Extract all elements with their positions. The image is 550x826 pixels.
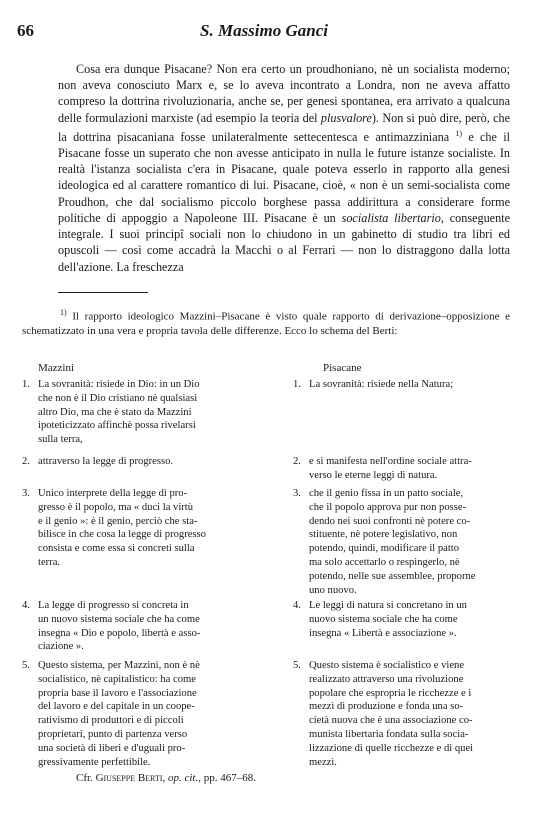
mazzini-item-line: terra. (38, 556, 61, 568)
page-number: 66 (17, 21, 34, 40)
mazzini-item-line: attraverso la legge di progresso. (38, 456, 174, 467)
mazzini-item-line: consista e come essa si concreti sulla (38, 543, 195, 555)
pisacane-item-line: potendo, nelle sue assemblee, proporne (309, 570, 476, 582)
mazzini-item-line: ipoteticizzato affinchè possa rivelarsi (38, 420, 196, 432)
pisacane-item-line: insegna « Libertà e associazione ». (309, 627, 457, 639)
mazzini-item-line: gresso è il popolo, ma « duci la virtù (38, 501, 194, 513)
pisacane-item-line: munista libertaria fondata sulla socia- (309, 728, 469, 740)
pisacane-item-line: mezzi di produzione e fonda una so- (309, 701, 464, 713)
mazzini-item-number: 4. (22, 600, 30, 611)
pisacane-item-text (309, 659, 509, 769)
footnote-separator (58, 292, 148, 293)
citation: Cfr. Giuseppe Berti, op. cit., pp. 467–68. (76, 772, 256, 784)
pisacane-item-line: nuovo sistema sociale che ha come (309, 613, 458, 625)
main-text-run: ). Non si può dire, però, che la dottrina pisacaniana fosse unilateralmente settecentesca e antimazziniana (58, 110, 510, 144)
mazzini-item-line: insegna « Dio e popolo, libertà e asso- (38, 627, 201, 639)
pisacane-item-text (309, 378, 509, 392)
mazzini-item-line: che non è il Dio cristiano nè qualsiasi (38, 392, 198, 404)
citation-pages: , pp. 467–68. (198, 772, 256, 784)
mazzini-item-line: bilisce in che cosa la legge di progresso (38, 529, 206, 541)
pisacane-item-line: stituente, nè potere legislativo, non (309, 529, 458, 541)
pisacane-item-number: 2. (293, 456, 301, 467)
citation-op-cit: op. cit. (167, 772, 199, 784)
pisacane-item-line: lizzazione di quelle ricchezze e di quei (309, 742, 474, 754)
mazzini-item-number: 2. (22, 456, 30, 467)
mazzini-item-line: socialistico, nè capitalistico: ha come (38, 673, 196, 685)
pisacane-item-line: dendo nei suoi confronti nè potere co- (309, 515, 471, 527)
running-head: S. Massimo Ganci (200, 21, 328, 40)
mazzini-item-line: e il genio »: è il genio, perciò che sta- (38, 515, 198, 527)
pisacane-item-line: verso le eterne leggi di natura. (309, 469, 438, 481)
pisacane-item-line: che il popolo approva pur non posse- (309, 501, 467, 513)
mazzini-item-line: un nuovo sistema sociale che ha come (38, 613, 200, 625)
main-text-run: Cosa era dunque Pisacane? Non era certo un proudhoniano, nè un socialista moderno; non aveva conosciuto Marx e, se lo aveva incontrato a Londra, non ne aveva affatto compreso la dottrina rivoluzionaria, anche se, per genesi spontanea, era arrivato a qualcuna delle formulazioni marxiste (ad esempio la teoria del (58, 62, 510, 125)
pisacane-item-line: ma solo accettarlo o respingerlo, nè (309, 556, 460, 568)
mazzini-item-line: La sovranità: risiede in Dio: in un Dio (38, 379, 200, 390)
mazzini-item-line: altro Dio, ma che è stato da Mazzini (38, 406, 192, 418)
pisacane-item-line: uno nuovo. (309, 584, 357, 596)
pisacane-item-line: Le leggi di natura si concretano in un (309, 600, 467, 611)
pisacane-item-line: mezzi. (309, 756, 337, 768)
mazzini-item-number: 1. (22, 379, 30, 390)
citation-author: Giuseppe Berti (95, 772, 163, 784)
mazzini-item-number: 3. (22, 488, 30, 499)
mazzini-item-line: una società di liberi e d'uguali pro- (38, 742, 186, 754)
footnote-marker: 1) (60, 308, 67, 317)
pisacane-item-text (309, 487, 509, 597)
pisacane-item-line: cietà nuova che è una associazione co- (309, 715, 473, 727)
main-text-italic: plusvalore (320, 110, 372, 125)
pisacane-item-line: popolare che espropria le ricchezze e i (309, 687, 472, 699)
mazzini-item-line: del lavoro e del capitale in un coope- (38, 701, 195, 713)
mazzini-item-line: ciazione ». (38, 641, 84, 653)
mazzini-item-text (38, 487, 278, 570)
mazzini-item-line: rativismo di produttori e di piccoli (38, 715, 184, 727)
main-text-run: e che il Pisacane fosse un superato che non avesse anticipato in nulla le future istanze socialiste. In realtà l'istanza socialista c'era in Pisacane, quale poteva esserlo in rapporto alla genesi ideologica ed al carattere romantico di lui. Pisacane, cioè, « non è un semi-socialista come Proudhon, che dal socialismo piccolo borghese passa addirittura a considerare forme politiche di appoggio a Napoleone III. Pisacane è un (58, 129, 510, 225)
mazzini-item-text (38, 455, 278, 469)
column-title-pisacane: Pisacane (323, 362, 362, 374)
footnote (22, 306, 510, 339)
mazzini-item-line: Questo sistema, per Mazzini, non è nè (38, 660, 200, 671)
pisacane-item-number: 5. (293, 660, 301, 671)
pisacane-item-text (309, 599, 509, 640)
pisacane-item-line: La sovranità: risiede nella Natura; (309, 379, 454, 390)
pisacane-item-line: realizzato attraverso una rivoluzione (309, 673, 464, 685)
mazzini-item-number: 5. (22, 660, 30, 671)
footnote-text: Il rapporto ideologico Mazzini–Pisacane è visto quale rapporto di derivazione–opposizione e schematizzato in una vera e propria tavola delle differenze. Ecco lo schema del Berti: (22, 310, 510, 338)
mazzini-item-text (38, 599, 278, 654)
citation-prefix: Cfr. (76, 772, 96, 784)
main-text-italic: socialista libertario (341, 210, 441, 225)
mazzini-item-line: proprietari, punto di partenza verso (38, 728, 188, 740)
mazzini-item-text (38, 378, 278, 447)
mazzini-item-line: propria base il lavoro e l'associazione (38, 687, 197, 699)
pisacane-item-line: Questo sistema è socialistico e viene (309, 660, 465, 671)
mazzini-item-line: sulla terra, (38, 434, 83, 446)
mazzini-item-line: Unico interprete della legge di pro- (38, 488, 188, 499)
footnote-reference: 1) (455, 128, 463, 138)
mazzini-item-line: La legge di progresso si concreta in (38, 600, 189, 611)
pisacane-item-number: 4. (293, 600, 301, 611)
main-text-paragraph (58, 61, 510, 275)
pisacane-item-number: 3. (293, 488, 301, 499)
pisacane-item-text (309, 455, 509, 483)
column-title-mazzini: Mazzini (38, 362, 75, 374)
mazzini-item-line: gressivamente perfettibile. (38, 756, 151, 768)
mazzini-item-text (38, 659, 278, 769)
pisacane-item-line: e si manifesta nell'ordine sociale attra- (309, 456, 472, 467)
pisacane-item-number: 1. (293, 379, 301, 390)
main-text-run: , conseguente integrale. I suoi principî sociali non lo chiudono in un gabinetto di studio tra libri ed opuscoli — così come accadrà la Macchi o al Ferrari — non lo distraggono dalla lotta dell'azione. La freschezza (58, 210, 510, 274)
pisacane-item-line: che il genio fissa in un patto sociale, (309, 488, 464, 499)
pisacane-item-line: potendo, quindi, modificare il patto (309, 543, 460, 555)
